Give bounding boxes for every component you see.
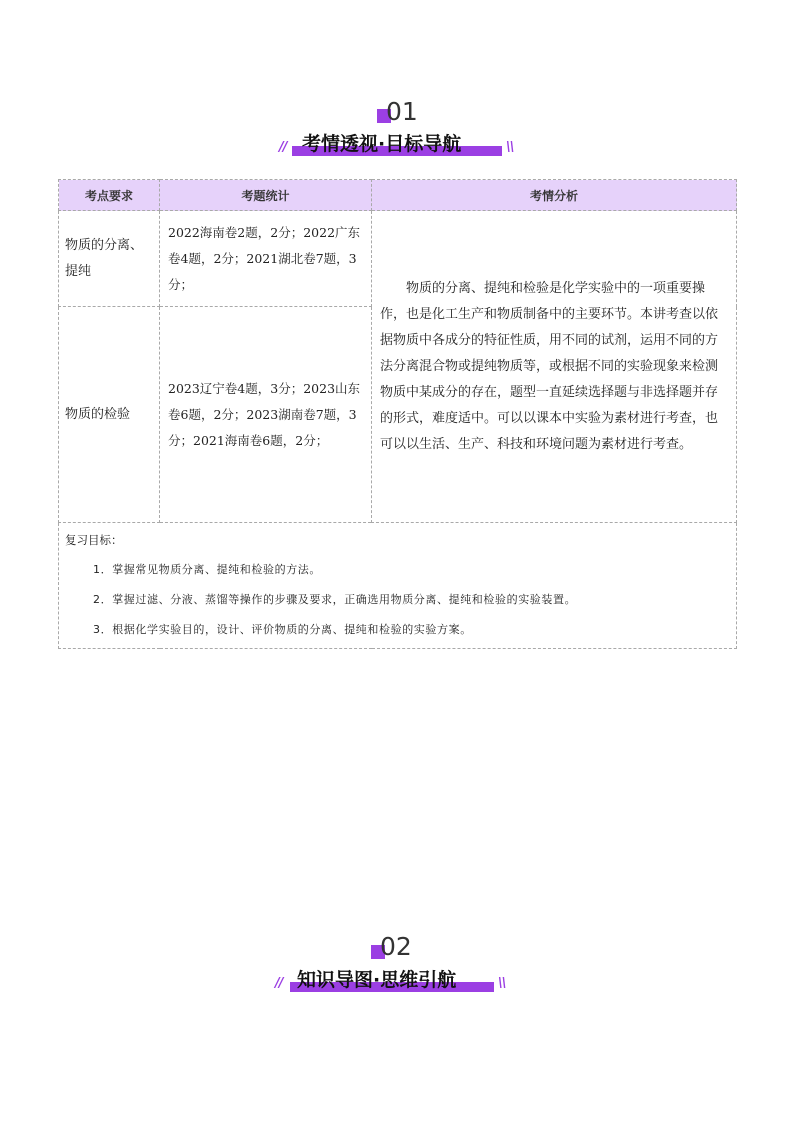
goal-item: 1．掌握常见物质分离、提纯和检验的方法。 <box>93 563 321 576</box>
review-goals-cell <box>59 523 737 649</box>
left-slashes: // <box>275 976 283 991</box>
section-title: 考情透视·目标导航 <box>302 133 462 155</box>
section-title: 知识导图·思维引航 <box>297 969 457 991</box>
goals-row <box>59 523 737 649</box>
right-slashes: \\ <box>498 976 506 991</box>
topic-cell: 物质的检验 <box>59 307 160 523</box>
header-stats: 考题统计 <box>160 180 372 211</box>
right-slashes: \\ <box>506 140 514 155</box>
section-number: 02 <box>380 932 412 961</box>
left-slashes: // <box>279 140 287 155</box>
goal-item: 3．根据化学实验目的，设计、评价物质的分离、提纯和检验的实验方案。 <box>93 623 472 636</box>
exam-analysis-table <box>58 179 737 649</box>
header-analysis: 考情分析 <box>372 180 737 211</box>
section-number: 01 <box>386 97 418 126</box>
section-heading-1 <box>0 98 794 158</box>
table-header-row <box>59 180 737 211</box>
table-row <box>59 211 737 307</box>
analysis-cell: 物质的分离、提纯和检验是化学实验中的一项重要操作，也是化工生产和物质制备中的主要环节。本讲考查以依据物质中各成分的特征性质，用不同的试剂，运用不同的方法分离混合物或提纯物质等，或根据不同的实验现象来检测物质中某成分的存在，题型一直延续选择题与非选择题并存的形式，难度适中。可以以课本中实验为素材进行考查，也可以以生活、生产、科技和环境问题为素材进行考查。 <box>372 211 737 523</box>
stats-cell: 2023辽宁卷4题，3分；2023山东卷6题，2分；2023湖南卷7题，3分；2021海南卷6题，2分； <box>160 307 372 523</box>
topic-cell: 物质的分离、提纯 <box>59 211 160 307</box>
goal-item: 2．掌握过滤、分液、蒸馏等操作的步骤及要求，正确选用物质分离、提纯和检验的实验装置。 <box>93 593 577 606</box>
goals-title: 复习目标： <box>65 533 123 547</box>
header-topic: 考点要求 <box>59 180 160 211</box>
stats-cell: 2022海南卷2题，2分；2022广东卷4题，2分；2021湖北卷7题，3分； <box>160 211 372 307</box>
section-heading-2 <box>0 933 794 993</box>
